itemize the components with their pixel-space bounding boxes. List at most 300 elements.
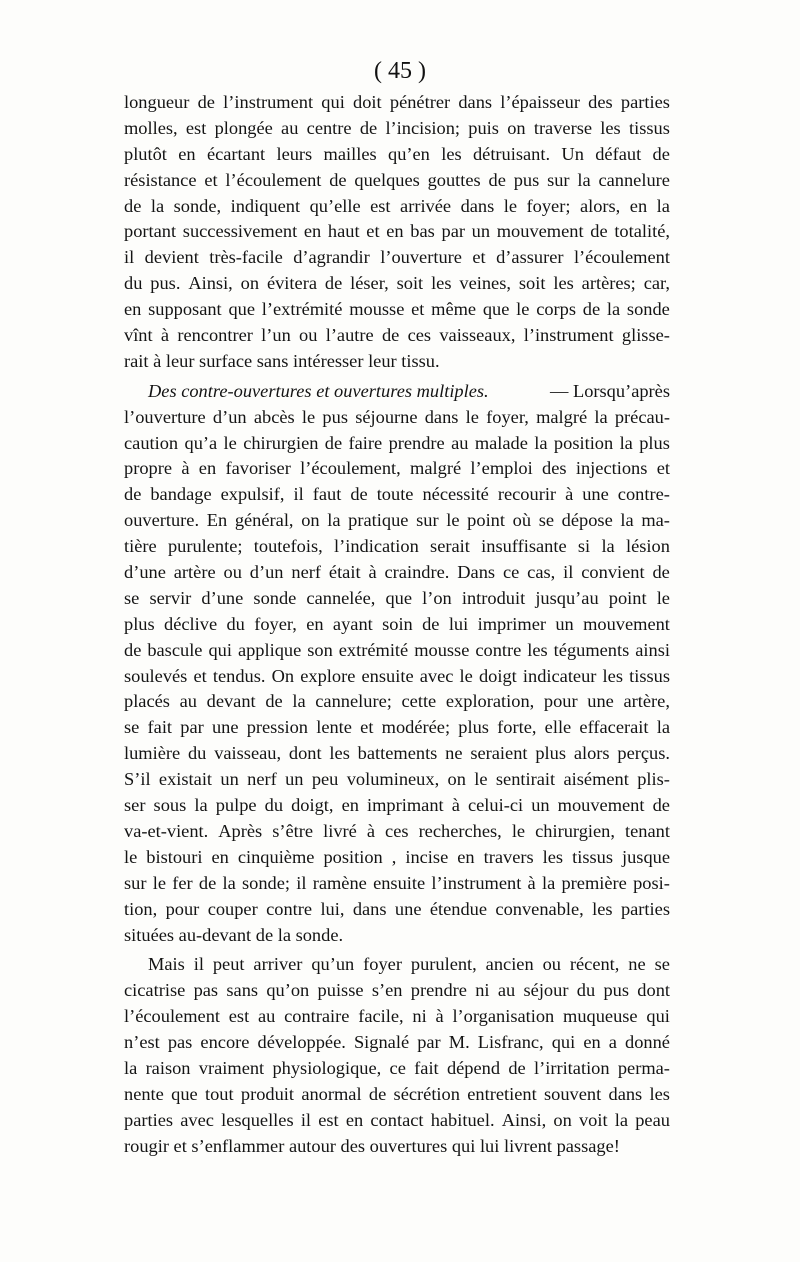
word: vaisseaux, <box>439 325 516 346</box>
word: la <box>327 510 341 531</box>
word: ensuite <box>361 665 414 686</box>
word: soin <box>382 613 413 634</box>
word: il <box>296 872 307 893</box>
word: contre- <box>617 484 670 505</box>
word: tendus. <box>212 665 266 686</box>
word: en <box>386 221 404 242</box>
word: où <box>512 510 532 531</box>
word: une <box>587 691 614 712</box>
line-text <box>124 534 670 560</box>
word: d’agrandir <box>293 247 370 268</box>
word: qui <box>208 639 232 660</box>
word: la <box>594 406 608 427</box>
word: en <box>629 195 648 216</box>
word: de <box>422 613 440 634</box>
word: de <box>198 872 217 893</box>
word: malgré <box>536 406 588 427</box>
word: nécessité <box>422 484 489 505</box>
word: sur <box>416 510 439 531</box>
text-line <box>124 1108 670 1134</box>
word: pour <box>165 898 200 919</box>
word: pus <box>603 980 629 1001</box>
word: se <box>538 510 555 531</box>
word: purulent, <box>410 954 477 975</box>
word: dépend <box>446 1057 501 1078</box>
word: convenable, <box>495 898 584 919</box>
word: ou <box>223 562 242 583</box>
word: modérée; <box>381 717 451 738</box>
word: introduit <box>461 587 526 608</box>
word: puis <box>468 117 499 138</box>
word: si <box>577 536 591 557</box>
word: dépose <box>561 510 613 531</box>
word: incise <box>405 846 449 867</box>
word: par <box>180 717 204 738</box>
text-line <box>124 586 670 612</box>
word: s’en <box>371 980 403 1001</box>
word: pus <box>513 169 540 190</box>
word: vaisseau, <box>214 743 282 764</box>
word: lésion <box>625 536 670 557</box>
word: contact <box>370 1109 424 1130</box>
word: leurs <box>276 143 313 164</box>
word: ces <box>385 820 409 841</box>
word: la <box>577 169 591 190</box>
text-line <box>124 323 670 349</box>
word: séjourne <box>355 406 418 427</box>
word: ayant <box>332 613 373 634</box>
word: ma- <box>641 510 670 531</box>
text-line <box>124 871 670 897</box>
word: faire <box>348 432 383 453</box>
word: de <box>350 484 368 505</box>
word: un <box>471 221 491 242</box>
word: en <box>303 221 322 242</box>
word: qu’a <box>184 432 218 453</box>
word: perma- <box>617 1057 670 1078</box>
word: les <box>602 665 623 686</box>
word: les <box>441 143 462 164</box>
word: était <box>328 562 361 583</box>
line-text <box>124 897 670 923</box>
word: les <box>527 639 548 660</box>
line-text <box>124 194 670 220</box>
word: étendue <box>429 898 488 919</box>
word: séjour <box>523 980 569 1001</box>
word: ou <box>299 325 318 346</box>
word: dans <box>458 92 493 112</box>
word: lente <box>316 717 352 738</box>
word: une <box>582 484 609 505</box>
line-text <box>124 767 670 793</box>
text-line <box>124 1082 670 1108</box>
word: que <box>385 587 413 608</box>
word: la <box>124 1057 138 1078</box>
line-text <box>124 871 670 897</box>
word: au <box>257 1006 276 1027</box>
word: doigt, <box>291 795 334 816</box>
word: sur <box>547 169 570 190</box>
word: on <box>447 769 466 790</box>
word: tissus <box>629 665 670 686</box>
word: on <box>240 273 260 294</box>
word: développée. <box>257 1032 346 1053</box>
line-text <box>124 560 670 586</box>
word: au <box>179 691 197 712</box>
word: lui <box>448 613 469 634</box>
word: malgré <box>410 458 462 479</box>
word: pas <box>193 980 219 1001</box>
word: malade <box>474 432 528 453</box>
word: Après <box>218 820 263 841</box>
word: extrémité <box>338 639 409 660</box>
word: foyer, <box>486 406 529 427</box>
text-line <box>124 534 670 560</box>
word: ouverture. <box>124 510 200 531</box>
word: en <box>198 458 217 479</box>
word: un <box>555 613 574 634</box>
word: se <box>124 717 140 738</box>
word: Ainsi, <box>188 273 233 294</box>
line-text <box>124 819 670 845</box>
word: raison <box>145 1057 191 1078</box>
word: Dans <box>457 562 496 583</box>
word: se <box>124 587 140 608</box>
word: l’organisation <box>452 1006 555 1027</box>
word: va-et-vient. <box>124 820 209 841</box>
text-line <box>124 897 670 923</box>
word: posi- <box>633 872 670 893</box>
word: au <box>281 117 299 138</box>
word: propre <box>124 458 172 479</box>
word: au <box>451 432 469 453</box>
word: la <box>656 195 670 216</box>
text-line <box>124 560 670 586</box>
word: lui, <box>320 898 345 919</box>
word: la <box>534 432 548 453</box>
text-line <box>124 349 670 375</box>
word: Lisfranc, <box>477 1032 544 1053</box>
word: insuffisante <box>481 536 567 557</box>
word: on <box>301 510 320 531</box>
word: de <box>329 169 347 190</box>
word: que <box>228 299 255 320</box>
word: muqueuse <box>563 1006 638 1027</box>
word: purulente; <box>167 536 243 557</box>
line-text <box>124 482 670 508</box>
word: pas <box>167 1032 193 1053</box>
text-line <box>124 1056 670 1082</box>
word: gouttes <box>427 169 481 190</box>
word: de <box>359 117 378 138</box>
word: de <box>324 432 343 453</box>
word: dans <box>460 195 495 216</box>
word: et <box>656 458 670 479</box>
text-line <box>124 116 670 142</box>
word: seraient <box>470 743 528 764</box>
word: plus <box>535 743 566 764</box>
line-text <box>124 271 670 297</box>
text-line <box>124 194 670 220</box>
word: l’écoulement, <box>300 458 401 479</box>
word: doit <box>353 92 382 112</box>
word: le <box>511 820 526 841</box>
word: position <box>323 846 383 867</box>
word: la <box>194 795 208 816</box>
word: défaut <box>595 143 642 164</box>
word: plus <box>458 717 489 738</box>
word: en <box>178 143 196 164</box>
word: pour <box>543 691 578 712</box>
word: tout <box>204 1083 234 1104</box>
word: la <box>606 299 621 320</box>
word: l’ouverture <box>380 247 462 268</box>
word: jusqu’au <box>535 587 599 608</box>
text-line <box>124 245 670 271</box>
word: sonde, <box>173 195 222 216</box>
word: de <box>124 484 142 505</box>
word: le <box>656 587 670 608</box>
word: qui <box>321 92 345 112</box>
word: habituel. <box>430 1109 495 1130</box>
word: de <box>652 143 670 164</box>
word: tion, <box>124 898 158 919</box>
word: dont <box>637 980 670 1001</box>
word: parties <box>620 898 670 919</box>
word: l’écoulement <box>225 169 322 190</box>
word: une <box>394 898 422 919</box>
word: peu <box>311 769 339 790</box>
text-line <box>124 297 670 323</box>
word: déclive <box>164 613 218 634</box>
word: sans <box>226 980 259 1001</box>
word: lumière <box>124 743 181 764</box>
word: glisse- <box>621 325 670 346</box>
word: de <box>368 1083 387 1104</box>
paragraph <box>124 90 670 375</box>
word: craindre. <box>384 562 450 583</box>
word: à <box>527 872 536 893</box>
word: d’un <box>212 406 247 427</box>
word: plutôt <box>124 143 167 164</box>
word: encore <box>200 1032 250 1053</box>
word: son <box>307 639 333 660</box>
word: entretient <box>467 1083 537 1104</box>
word: donné <box>625 1032 670 1053</box>
word: souvent <box>543 1083 602 1104</box>
word: arrivée <box>400 195 452 216</box>
line-text <box>124 638 670 664</box>
line-text <box>124 1004 670 1030</box>
word: à <box>435 1006 444 1027</box>
word: les <box>542 846 564 867</box>
text-line <box>124 1134 670 1160</box>
word: contre <box>475 639 522 660</box>
word: chirurgien <box>243 432 319 453</box>
text-line <box>124 508 670 534</box>
word: sonde <box>626 299 670 320</box>
line-text <box>124 245 670 271</box>
word: portant <box>124 221 177 242</box>
word: prendre <box>388 432 445 453</box>
word: ou <box>542 954 561 975</box>
word: la <box>292 691 306 712</box>
word: l’instrument <box>223 92 314 112</box>
word: ser <box>124 795 146 816</box>
word: il <box>124 247 135 268</box>
word: de <box>488 169 506 190</box>
word: anormal <box>301 1083 362 1104</box>
word: est <box>228 1006 250 1027</box>
word: en <box>211 846 229 867</box>
word: ramène <box>312 872 367 893</box>
word: les <box>553 273 574 294</box>
word: pression <box>246 717 308 738</box>
word: En <box>206 510 228 531</box>
line-text <box>124 689 670 715</box>
word: chirurgien, <box>535 820 615 841</box>
text-line <box>124 689 670 715</box>
text-line <box>124 482 670 508</box>
word: aisément <box>563 769 629 790</box>
word: en <box>306 613 324 634</box>
text-line <box>124 142 670 168</box>
word: cas, <box>527 562 556 583</box>
word: peau <box>635 1109 670 1130</box>
word: longueur <box>124 92 190 112</box>
word: tissus <box>628 117 670 138</box>
line-text <box>124 664 670 690</box>
word: se <box>654 954 670 975</box>
word: l’écoulement <box>573 247 670 268</box>
word: successivement <box>182 221 298 242</box>
word: l’emploi <box>470 458 533 479</box>
word: totalité, <box>614 221 670 242</box>
word: contre <box>266 898 313 919</box>
word: en <box>345 1109 364 1130</box>
word: pulpe <box>215 795 257 816</box>
word: sonde <box>253 587 297 608</box>
word: l’autre <box>325 325 374 346</box>
word: position <box>553 432 614 453</box>
word: soit <box>396 273 424 294</box>
word: l’instrument <box>523 325 614 346</box>
word: léser, <box>350 273 389 294</box>
word: quelques <box>354 169 420 190</box>
word: d’un <box>249 562 284 583</box>
word: dans <box>608 1083 643 1104</box>
word: physiologique, <box>272 1057 382 1078</box>
word: le <box>446 510 460 531</box>
word: très-facile <box>209 247 283 268</box>
word: à <box>451 795 460 816</box>
word: de <box>582 299 601 320</box>
word: l’écoulement <box>124 1006 220 1027</box>
word: l’épaisseur <box>500 92 580 112</box>
word: pus <box>322 406 348 427</box>
word: de <box>652 562 670 583</box>
word: sur <box>124 872 147 893</box>
word: Signalé <box>353 1032 410 1053</box>
word: exploration, <box>445 691 535 712</box>
text-line <box>124 638 670 664</box>
word: du <box>226 613 245 634</box>
word: facile, <box>358 1006 404 1027</box>
word: plus <box>639 432 670 453</box>
text-line <box>124 405 670 431</box>
word: de <box>124 639 142 660</box>
text-line <box>124 793 670 819</box>
word: artères; <box>581 273 636 294</box>
word: parties <box>620 92 670 112</box>
word: de <box>124 195 142 216</box>
word: de <box>265 691 283 712</box>
word: qu’un <box>311 954 355 975</box>
word: l’incision; <box>385 117 461 138</box>
text-line <box>124 456 670 482</box>
text-line <box>124 379 670 405</box>
line-text: situées au-devant de la sonde. <box>124 924 344 945</box>
text-line <box>124 431 670 457</box>
word: est <box>370 195 391 216</box>
section-heading: Des contre-ouvertures et ouvertures multiples. <box>148 380 489 401</box>
line-text <box>124 142 670 168</box>
line-text <box>124 405 670 431</box>
word: évitera <box>266 273 317 294</box>
word: plis- <box>637 769 670 790</box>
word: imprimant <box>367 795 444 816</box>
word: existait <box>158 769 213 790</box>
body-text <box>124 90 670 1160</box>
word: car, <box>643 273 670 294</box>
word: molles, <box>124 117 178 138</box>
word: bascule <box>147 639 203 660</box>
word: indiquent <box>230 195 301 216</box>
word: mailles <box>323 143 377 164</box>
word: doigt <box>478 665 517 686</box>
word: et <box>472 247 486 268</box>
line-text <box>124 612 670 638</box>
text-line <box>124 612 670 638</box>
word: qu’elle <box>309 195 361 216</box>
word: fer <box>172 872 193 893</box>
page-number: ( 45 ) <box>374 58 426 84</box>
word: le <box>223 432 237 453</box>
word: des <box>542 458 567 479</box>
word: , <box>391 846 397 867</box>
word: ni <box>475 980 490 1001</box>
word: artère <box>173 562 216 583</box>
word: toutefois, <box>253 536 323 557</box>
line-text <box>124 845 670 871</box>
word: soit <box>518 273 546 294</box>
word: foyer, <box>254 613 297 634</box>
word: en <box>341 795 359 816</box>
word: veines, <box>459 273 511 294</box>
word: les <box>600 117 621 138</box>
line-text <box>124 219 670 245</box>
word: une <box>211 717 239 738</box>
word: l’indication <box>334 536 419 557</box>
word: forte, <box>497 717 537 738</box>
word: récent, <box>569 954 620 975</box>
word: foyer <box>363 954 402 975</box>
word: indicateur <box>522 665 597 686</box>
word: précau- <box>614 406 670 427</box>
word: ce <box>502 562 520 583</box>
heading-continuation: — Lorsqu’après <box>549 380 670 401</box>
word: fait <box>147 717 173 738</box>
